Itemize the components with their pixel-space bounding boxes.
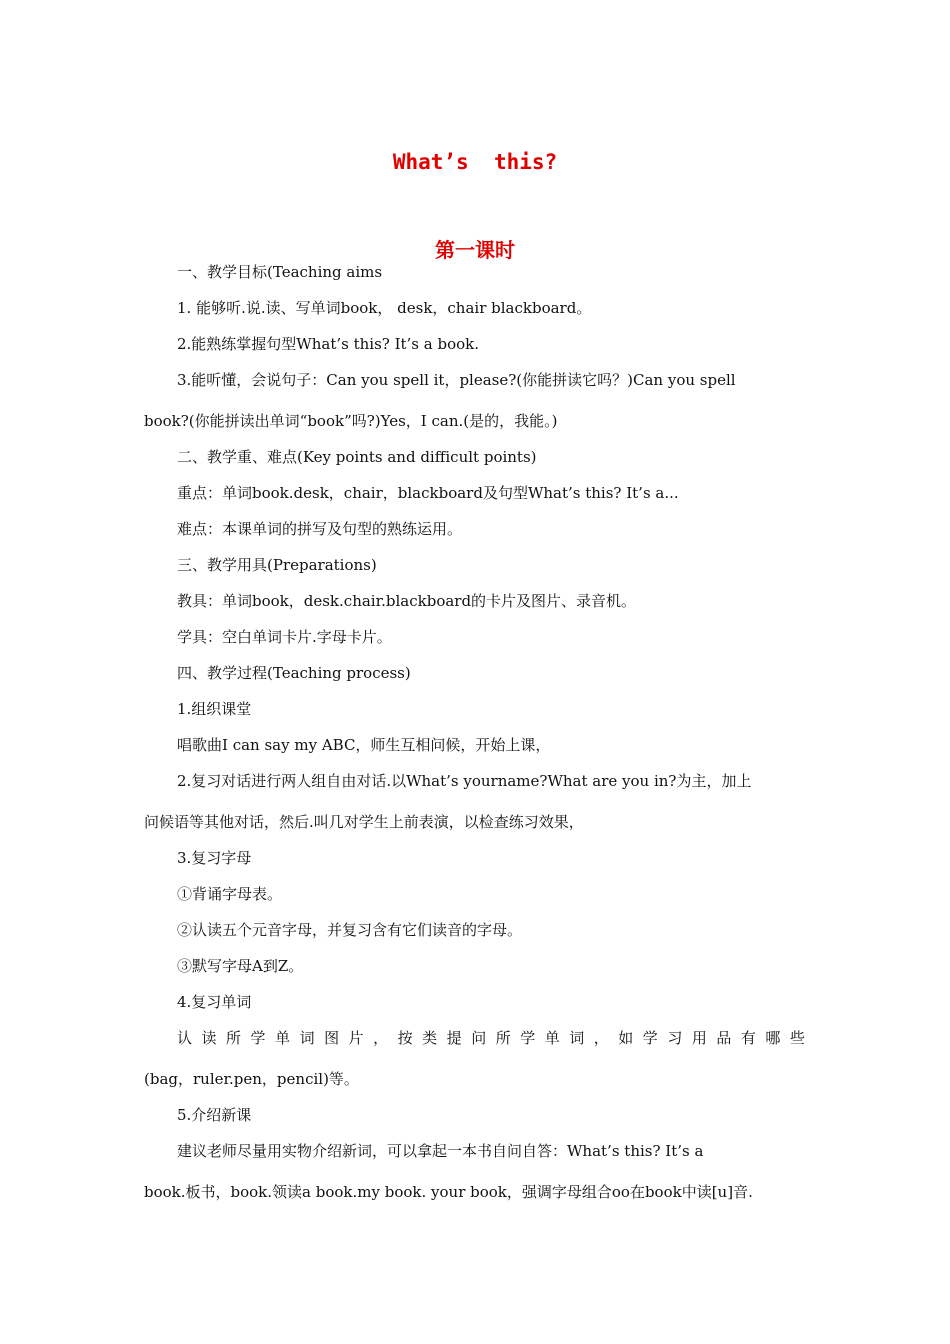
section-heading-aims: 一、教学目标(Teaching aims	[177, 263, 383, 281]
section-heading-preparations: 三、教学用具(Preparations)	[177, 556, 377, 574]
process-step-2-continued: 问候语等其他对话，然后.叫几对学生上前表演，以检查练习效果，	[144, 813, 584, 831]
word-review-continued: (bag，ruler.pen，pencil)等。	[144, 1070, 359, 1088]
process-step-1-heading: 1.组织课堂	[177, 700, 252, 718]
letter-review-item-2: ②认读五个元音字母，并复习含有它们读音的字母。	[177, 921, 523, 939]
section-heading-key-points: 二、教学重、难点(Key points and difficult points)	[177, 448, 537, 466]
difficult-point-text: 难点：本课单词的拼写及句型的熟练运用。	[177, 520, 463, 538]
aim-item-3-continued: book?(你能拼读出单词“book”吗?)Yes，I can.(是的，我能。)	[144, 412, 558, 430]
new-lesson-continued: book.板书，book.领读a book.my book. your book，强调字母组合oo在book中读[u]音.	[144, 1183, 753, 1201]
process-step-5-heading: 5.介绍新课	[177, 1106, 252, 1124]
lesson-subtitle: 第一课时	[435, 238, 515, 262]
key-point-text: 重点：单词book.desk，chair，blackboard及句型What’s this? It’s a...	[177, 484, 679, 502]
process-step-2-text: 2.复习对话进行两人组自由对话.以What’s yourname?What are you in?为主，加上	[177, 772, 752, 790]
document-title: What’s this?	[392, 150, 558, 174]
process-step-4-heading: 4.复习单词	[177, 993, 252, 1011]
section-heading-process: 四、教学过程(Teaching process)	[177, 664, 411, 682]
student-tools-text: 学具：空白单词卡片.字母卡片。	[177, 628, 392, 646]
teacher-tools-text: 教具：单词book，desk.chair.blackboard的卡片及图片、录音机。	[177, 592, 637, 610]
process-step-3-heading: 3.复习字母	[177, 849, 252, 867]
process-step-1-text: 唱歌曲I can say my ABC，师生互相问候，开始上课，	[177, 736, 551, 754]
word-review-text: 认 读 所 学 单 词 图 片 ， 按 类 提 问 所 学 单 词 ， 如 学 习 用 品 有 哪 些	[177, 1029, 805, 1047]
new-lesson-text: 建议老师尽量用实物介绍新词，可以拿起一本书自问自答：What’s this? It’s a	[177, 1142, 704, 1160]
aim-item-1: 1. 能够听.说.读、写单词book， desk，chair blackboard。	[177, 299, 592, 317]
letter-review-item-3: ③默写字母A到Z。	[177, 957, 304, 975]
letter-review-item-1: ①背诵字母表。	[177, 885, 283, 903]
aim-item-2: 2.能熟练掌握句型What’s this? It’s a book.	[177, 335, 480, 353]
aim-item-3: 3.能听懂，会说句子：Can you spell it，please?(你能拼读它吗？)Can you spell	[177, 371, 736, 389]
